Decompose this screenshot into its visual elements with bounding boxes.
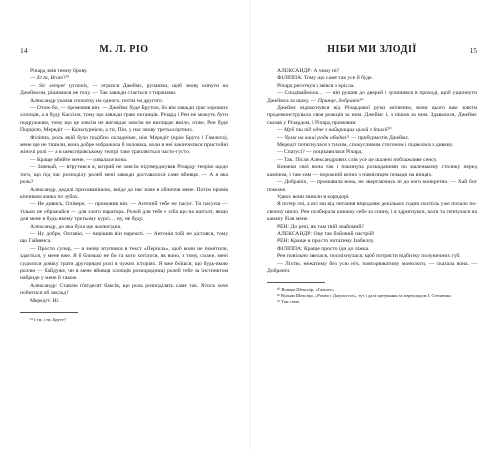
text-run: — Ліхтю, нежатиму без усю ніч, повторюватиму монологи, — сказала вона. — Добраніч. — [267, 260, 477, 274]
paragraph — [267, 75, 477, 82]
paragraph — [267, 135, 477, 142]
paragraph — [267, 253, 477, 260]
text-run: Мередіт: Ні. — [30, 297, 60, 304]
italic-text: Et tu, Brute — [37, 75, 63, 82]
text-run: Я потер очі, а всі ми від читання впродовж декількох годин поспіль уже почало по-своєму шило. Рен позбирала книжку себе за спину, і я здригнувся, коли та гепнулася на канапу біля мене. — [267, 201, 477, 223]
italic-text: Sic semper tyrannis — [39, 82, 88, 89]
left-page-number: 14 — [20, 46, 28, 55]
paragraph — [20, 283, 228, 298]
text-run: — — [30, 82, 40, 89]
footnote: ²⁰ Вільям Шекспір, «Гамлет». — [277, 287, 335, 293]
left-running-title: М. Л. РІО — [99, 44, 149, 55]
paragraph — [267, 224, 477, 231]
text-run: АЛЕКСАНДР: Оце так бойовий настрій! — [277, 230, 375, 237]
left-footnote-rule — [20, 312, 78, 313]
text-run: Александр указав спочатку на одного, потім на другого. — [30, 97, 164, 104]
text-run: — Сподіваймося… — він рушив до дверей і зупинився в проході, щоб ущипнути Джеймса за щоку. — — [267, 90, 477, 104]
text-run: Книжки свої вона так і покинула розкиданими по маленькому столику перед каміном, і там-сям — порожній келих з півмісяцем помади на вінцях. — [267, 164, 477, 178]
text-run: Мередіт потягнулася з тихим, спокусливим стогоном і підвелася з дивану. — [277, 142, 454, 149]
paragraph — [267, 179, 477, 194]
text-run: Джеймс відмахнувся від Річардової руки зніченим, вони цього вже зовсім продемонструвала своя реакція за ним. Джеймс і, з пішов за ним. Здавалося, Джеймс сказав у Річардом, і Річард промовив: — [267, 105, 477, 126]
paragraph — [20, 224, 228, 231]
text-run: Річард реготнув і звівся з крісла. — [277, 82, 355, 89]
paragraph — [20, 68, 228, 75]
paragraph — [20, 246, 228, 283]
text-run: Александр, дедалі прихованішою, виїде до нас наче в обличчя мене. Потім провів кінчиком язика по зубах. — [20, 186, 228, 200]
footnote: ²¹ Вільям Шекспір, «Ромео і Джульєтта», тут і далі цитування за перекладом І. Стешенко. — [277, 293, 452, 299]
paragraph — [20, 105, 228, 135]
text-run: — Добраніч, — промовила вона, не звертаючись ні до кого конкретно. — Хай бог поможе. — [267, 179, 477, 193]
paragraph — [267, 194, 477, 201]
paragraph — [20, 298, 228, 305]
book-gutter — [249, 0, 251, 450]
italic-text: Принце, добраніч — [317, 97, 360, 104]
text-run: РЕН: До речі, як там твій знайомий? — [277, 223, 364, 230]
text-run: Філіппа, роль якій було подібно складніше, ніж Мередіт (крім Брута і Гамлета), мене ще не тішили, вона добре зображала б чоловіка, коли в неї закінчилися пристойні жіночі ролі — а в шекспірівському театрі таке трапляється часто-густо. — [20, 134, 228, 156]
paragraph — [20, 187, 228, 202]
paragraph — [267, 201, 477, 223]
text-run: — Ну добре, Октавіо, — вирішив він нарешті. — Антонія тобі не дістався, тому що Гайвенса. — [20, 230, 228, 245]
left-page — [20, 44, 228, 323]
text-run: — Отож-бо, — промовив він. — Джеймс буде Брутом, бо він завжди грає хороших хлопців, а я буду Кассієм, тому що завжди граю поганців. Річард і Рен не можуть бути подружжям, тому що це зовсім не виглядає зовсім не виглядає вміло, отже, Рен буде Порцією, Мередіт — Кальпурнією, а ти, Пін, у нас знову третьосортних. — [20, 105, 228, 134]
left-page-body — [20, 68, 228, 305]
paragraph — [20, 231, 228, 246]
right-running-head — [267, 44, 477, 58]
paragraph — [267, 157, 477, 164]
paragraph — [267, 261, 477, 276]
paragraph — [20, 201, 228, 223]
right-footnotes — [267, 287, 477, 305]
text-run: , — огризся Джеймс, ручаючи, щоб знову кинути на Джеймсом, рішимися не голу. — Так завжди стається з тиранами. — [20, 82, 228, 97]
paragraph — [267, 105, 477, 127]
right-page — [267, 44, 477, 305]
right-page-number: 15 — [469, 46, 477, 55]
italic-text: Мрії ти під одне з найкращих цілей з Італії — [284, 127, 388, 134]
italic-text: Чума на ваші роди обидва — [284, 134, 347, 141]
text-run: — Краще вбийте мене, — озвалася вона. — [30, 156, 128, 163]
text-run: — — [277, 127, 284, 134]
left-footnotes — [20, 317, 228, 323]
text-run: ФІЛІППА: Краще просто їди до ліжка. — [277, 245, 370, 252]
right-footnote-rule — [267, 282, 325, 283]
text-run: ?¹⁹ — [62, 75, 70, 82]
paragraph — [267, 238, 477, 245]
left-running-head — [20, 44, 228, 58]
text-run: ²⁰ — [387, 127, 392, 134]
text-run: ФІЛІППА: Тому що саме так усе й буде. — [277, 75, 373, 82]
text-run: — Спатусі? — поцікавилася Річард. — [277, 149, 363, 156]
paragraph — [20, 75, 228, 82]
text-run: Рен повільно звелася, посміхнулася, щоб потрясти відбитку полуничних губ. — [277, 253, 461, 260]
text-run: Александр: Ставлю п'ятдесят баксів, що роль розподілять саме так. Хтось хоче побитися об заклад? — [20, 282, 228, 297]
text-run: — Так. Після Александрових слів усе це шалені поблажливе сенсу. — [277, 156, 438, 163]
footnote: ¹⁹ І ти, і ти, Бруте? — [30, 317, 67, 322]
paragraph — [20, 98, 228, 105]
right-running-title: НІБИ МИ ЗЛОДІЇ — [327, 44, 417, 55]
paragraph — [20, 164, 228, 186]
text-run: — — [30, 75, 37, 82]
text-run: ²¹ — пробурмотів Джеймс. — [346, 134, 410, 141]
paragraph — [20, 135, 228, 157]
text-run: АЛЕКСАНДР: А чому ні? — [277, 68, 340, 74]
paragraph — [20, 83, 228, 98]
paragraph — [267, 90, 477, 105]
text-run: — Просто супер, — я знову втупився в текст «Перікла», щоб вони не помітили, здається, у мене вже. Я б близько не би та кого хотілося, як воно, з тому, схоже, мені судилося довіку грати другорядні ролі в чужих історіях. Я вже боїшся, що будь-якою роллю — байдуже, чи в мене вбивця хлопців розпорядниці ролей тебе за інстинктом набриде у мене й також. — [20, 245, 228, 282]
paragraph — [267, 127, 477, 134]
text-run: ²⁰ — [359, 97, 364, 104]
text-run: — — [277, 134, 284, 141]
right-page-body — [267, 68, 477, 275]
text-run: — Зачекай, — втрутився я, котрий не зовсім підтверджував Річарду теорію щодо того, що під час розподілу ролей мені завжди доставалося саме вбивця. — А я яка роль? — [20, 164, 228, 186]
paragraph — [267, 164, 477, 179]
text-run: Річард звів темну брову. — [30, 68, 88, 74]
footnote: ²² Там само. — [277, 299, 301, 305]
text-run: РЕН: Краще в просто читатиму Ізабеллу. — [277, 238, 375, 245]
paragraph — [267, 149, 477, 156]
paragraph — [267, 142, 477, 149]
text-run: Удвох вони зникли в коридорі. — [277, 193, 350, 200]
text-run: — Не дивись, Олівере, — промовив він. — Антоній тебе не пасує. Ти пасуєш — тільки не ображайся — для злого наратора. Ролей для тебе є хіба що на кшталт, якщо для мене в будь-якому третьому курсі… ну, не буду. — [20, 201, 228, 223]
text-run: Александр, до яка була ще жалюгідна. — [30, 223, 122, 230]
